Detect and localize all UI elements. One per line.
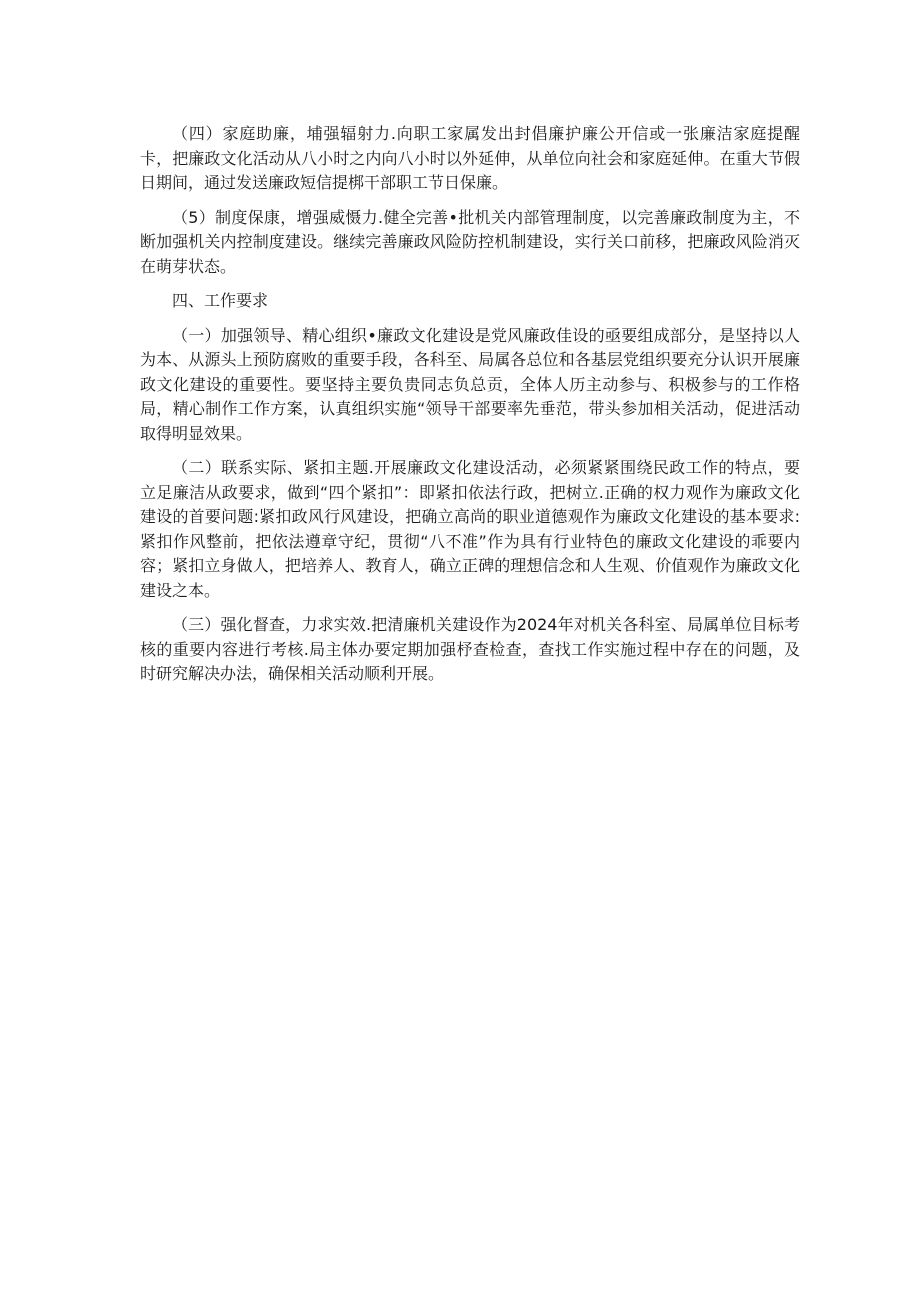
paragraph-connect-reality: （二）联系实际、紧扣主题.开展廉政文化建设活动，必须紧紧围绕民政工作的特点，要立足廉洁从政要求，做到“四个紧扣”：即紧扣依法行政，把树立.正确的权力观作为廉政文化建设的首要问题:紧扣政风行风建设，把确立高尚的职业道德观作为廉政文化建设的基本要求:紧扣作风整前，把依法遵章守纪，贯彻“八不准”作为具有行业特色的廉政文化建设的乖要内容；紧扣立身做人，把培养人、教育人，确立正碑的理想信念和人生观、价值观作为廉政文化建设之本。 (140, 458, 800, 600)
document-body (140, 122, 800, 697)
paragraph-strengthen-leadership: （一）加强领导、精心组织•廉政文化建设是党风廉政佳设的亟要组成部分，是坚持以人为本、从源头上预防腐败的重要手段，各科至、局属各总位和各基层党组织要充分认识开展廉政文化建设的重要性。要坚持主要负贵同志负总贡，全体人历主动参与、积极参与的工作格局，精心制作工作方案，认真组织实施“领导干部要率先垂范，带头参加相关活动，促进活动取得明显效果。 (140, 325, 800, 443)
paragraph-system-guarantee: （5）制度保康，增强威慑力.健全完善•批机关内部管理制度，以完善廉政制度为主，不断加强机关内控制度建设。继续完善廉政风险防控机制建设，实行关口前移，把廉政风险消灭在萌芽状态。 (140, 207, 800, 276)
paragraph-family-integrity: （四）家庭助廉，埔强辐射力.向职工家属发出封倡廉护廉公开信或一张廉洁家庭提醒卡，把廉政文化活动从八小时之内向八小时以外延伸，从单位向社会和家庭延伸。在重大节假日期间，通过发送廉政短信提梆干部职工节日保廉。 (140, 124, 800, 192)
section-heading-work-requirements: 四、工作要求 (172, 291, 269, 310)
paragraph-strengthen-supervision: （三）强化督查，力求实效.把清廉机关建设作为2024年对机关各科室、局属单位目标考核的重要内容进行考核.局主体办要定期加强杼查检查，查找工作实施过程中存在的问题，及时研究解决办法，确保相关活动顺利开展。 (140, 615, 800, 683)
